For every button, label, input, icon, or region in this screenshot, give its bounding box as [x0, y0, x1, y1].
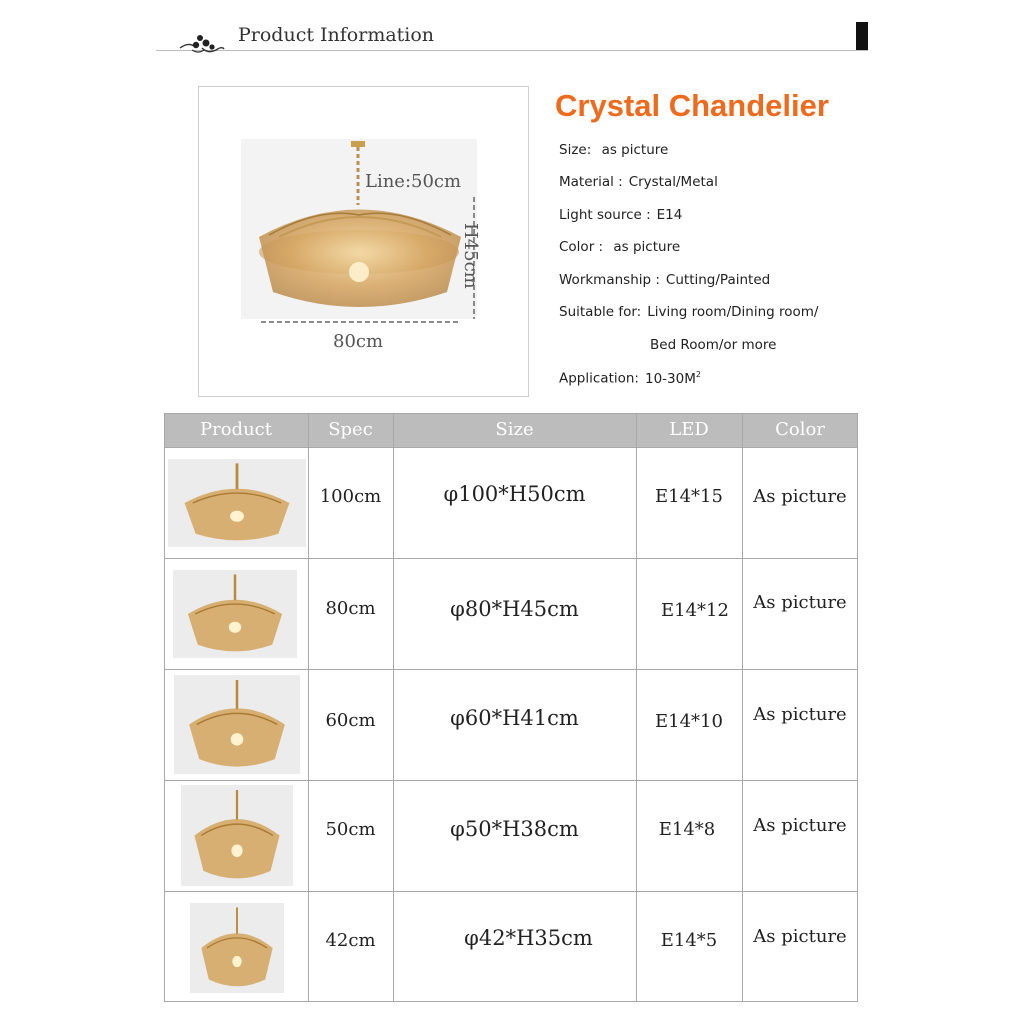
product-thumbnail [168, 459, 306, 547]
spec-superscript: 2 [695, 370, 701, 379]
spec-line [559, 370, 701, 387]
width-label: 80cm [333, 331, 384, 352]
spec-cell: 100cm [319, 486, 382, 507]
spec-line [559, 304, 818, 320]
size-cell: φ50*H38cm [450, 817, 579, 841]
product-thumbnail [174, 675, 300, 774]
spec-value: E14 [656, 207, 683, 223]
size-cell: φ100*H50cm [443, 482, 586, 506]
size-cell: φ42*H35cm [464, 926, 593, 950]
header-rule [156, 50, 868, 51]
spec-label: Color : [559, 239, 604, 255]
color-cell: As picture [753, 926, 847, 947]
spec-label: Material : [559, 174, 623, 190]
led-cell: E14*8 [658, 819, 716, 840]
spec-label: Workmanship : [559, 272, 660, 288]
line-length-label: Line:50cm [365, 171, 462, 192]
column-header-color: Color [775, 419, 825, 440]
product-thumbnail [190, 903, 284, 993]
spec-cell: 42cm [325, 930, 376, 951]
spec-value: Living room/Dining room/ [647, 304, 819, 320]
spec-cell: 50cm [325, 819, 376, 840]
color-cell: As picture [753, 486, 847, 507]
spec-label: Suitable for: [559, 304, 642, 320]
spec-value: Cutting/Painted [665, 272, 771, 288]
flourish-logo-icon [178, 30, 226, 56]
spec-line [559, 207, 682, 223]
product-title: Crystal Chandelier [555, 88, 829, 123]
spec-value: Crystal/Metal [628, 174, 718, 190]
product-thumbnail [173, 570, 297, 658]
column-header-led: LED [669, 419, 709, 440]
spec-line [650, 337, 777, 353]
column-header-spec: Spec [328, 419, 373, 440]
led-cell: E14*5 [660, 930, 718, 951]
spec-label: Light source : [559, 207, 651, 223]
size-table [164, 413, 858, 1002]
led-cell: E14*10 [655, 711, 723, 732]
column-header-size: Size [495, 419, 534, 440]
header-marker [856, 22, 868, 50]
color-cell: As picture [753, 592, 847, 613]
spec-value: 10-30M [644, 370, 696, 387]
color-cell: As picture [753, 704, 847, 725]
size-cell: φ60*H41cm [450, 706, 579, 730]
height-label: H45cm [460, 223, 481, 289]
spec-line [559, 142, 668, 158]
spec-cell: 80cm [325, 598, 376, 619]
spec-cell: 60cm [325, 710, 376, 731]
spec-value: Bed Room/or more [650, 337, 777, 353]
product-thumbnail [181, 785, 293, 886]
size-cell: φ80*H45cm [450, 597, 579, 621]
spec-value: as picture [601, 142, 669, 158]
led-cell: E14*15 [655, 486, 723, 507]
led-cell: E14*12 [661, 600, 729, 621]
spec-line [559, 272, 770, 288]
color-cell: As picture [753, 815, 847, 836]
spec-line [559, 239, 680, 255]
product-image-frame [198, 86, 529, 397]
spec-label: Application: [559, 370, 639, 387]
spec-line [559, 174, 718, 190]
spec-label: Size: [559, 142, 596, 158]
column-header-product: Product [200, 419, 272, 440]
spec-value: as picture [609, 239, 681, 255]
section-title: Product Information [238, 24, 435, 46]
